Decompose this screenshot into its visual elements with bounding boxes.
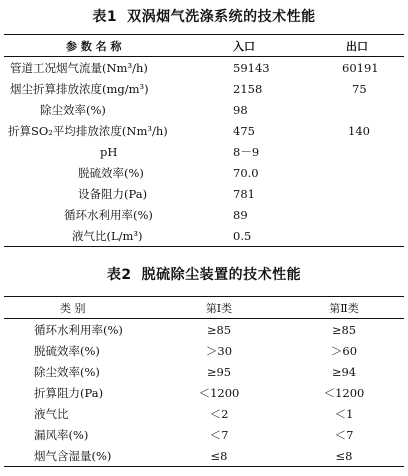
table1-header-inlet: 入口 <box>233 39 255 53</box>
table-row <box>4 225 404 247</box>
table2-number: 表2 <box>106 267 132 283</box>
table-cell <box>324 99 404 120</box>
table-cell: 除尘效率(%) <box>40 102 106 117</box>
table-cell: 59143 <box>233 60 270 75</box>
table-row <box>4 141 404 162</box>
table-row <box>4 403 404 424</box>
table-cell: 烟气含湿量(%) <box>34 448 112 463</box>
table-row <box>4 319 404 341</box>
table-cell: 2158 <box>233 81 263 96</box>
table-row <box>4 183 404 204</box>
table-cell: 781 <box>233 186 255 201</box>
table1-caption <box>0 6 408 26</box>
table2 <box>4 296 404 467</box>
table-cell: 脱硫效率(%) <box>34 343 100 358</box>
table-cell: ≥95 <box>206 364 232 379</box>
table-cell: ＞30 <box>205 343 233 358</box>
table2-header-category: 类 别 <box>60 301 86 315</box>
table1 <box>4 34 404 247</box>
table-cell: 98 <box>233 102 248 117</box>
table-cell: ≤8 <box>335 448 353 463</box>
table-row <box>4 57 404 79</box>
table-cell: 除尘效率(%) <box>34 364 100 379</box>
table-cell <box>324 162 404 183</box>
table-cell <box>324 225 404 247</box>
table-cell: 折算SO₂平均排放浓度(Nm³/h) <box>8 123 168 138</box>
table2-header-class1: 第Ⅰ类 <box>205 301 233 315</box>
table2-header-class2: 第Ⅱ类 <box>329 301 359 315</box>
table-cell: 循环水利用率(%) <box>64 207 153 222</box>
table-cell: ≤8 <box>210 448 228 463</box>
table-row <box>4 99 404 120</box>
table1-header-outlet: 出口 <box>346 39 368 53</box>
table-cell: ≥85 <box>206 322 232 337</box>
table-cell: 0.5 <box>233 228 252 243</box>
table-cell: 液气比 <box>34 406 69 421</box>
table-cell: 140 <box>348 123 370 138</box>
table-cell <box>324 141 404 162</box>
table2-title: 脱硫除尘装置的技术性能 <box>141 267 302 283</box>
table-cell: ＜2 <box>209 406 229 421</box>
table-cell: 60191 <box>342 60 379 75</box>
table2-header-row <box>4 297 404 319</box>
table-cell: ＜1200 <box>323 385 365 400</box>
table-row <box>4 162 404 183</box>
table-cell: pH <box>100 144 118 159</box>
table-row <box>4 78 404 99</box>
table-cell: 液气比(L/m³) <box>72 228 143 243</box>
table1-number: 表1 <box>92 9 118 25</box>
table-cell: 漏风率(%) <box>34 427 89 442</box>
table-cell: 循环水利用率(%) <box>34 322 123 337</box>
table-cell: ＜1 <box>334 406 354 421</box>
table-cell: 89 <box>233 207 248 222</box>
table-row <box>4 424 404 445</box>
table-cell: 脱硫效率(%) <box>78 165 144 180</box>
table-cell: 设备阻力(Pa) <box>78 186 148 201</box>
table-cell: ≥85 <box>331 322 357 337</box>
table2-caption <box>0 264 408 284</box>
table1-header-row <box>4 35 404 57</box>
table-cell: ＜1200 <box>198 385 240 400</box>
table-row <box>4 382 404 403</box>
table-cell: ≥94 <box>331 364 357 379</box>
table-row <box>4 120 404 141</box>
table-cell: ＜7 <box>209 427 229 442</box>
table-cell: ＞60 <box>330 343 358 358</box>
table1-title: 双涡烟气洗涤系统的技术性能 <box>127 9 316 25</box>
table-cell: 70.0 <box>233 165 259 180</box>
table-row <box>4 361 404 382</box>
table-cell <box>324 204 404 225</box>
table-row <box>4 340 404 361</box>
table-cell: 75 <box>352 81 367 96</box>
table-row <box>4 204 404 225</box>
table-cell: 烟尘折算排放浓度(mg/m³) <box>10 81 149 96</box>
table-cell: 管道工况烟气流量(Nm³/h) <box>10 60 148 75</box>
table1-header-param: 参 数 名 称 <box>66 39 122 53</box>
table-row <box>4 445 404 467</box>
table-cell: 折算阻力(Pa) <box>34 385 104 400</box>
table-cell <box>324 183 404 204</box>
table-cell: ＜7 <box>334 427 354 442</box>
table-cell: 475 <box>233 123 255 138</box>
table-cell: 8－9 <box>233 144 260 159</box>
